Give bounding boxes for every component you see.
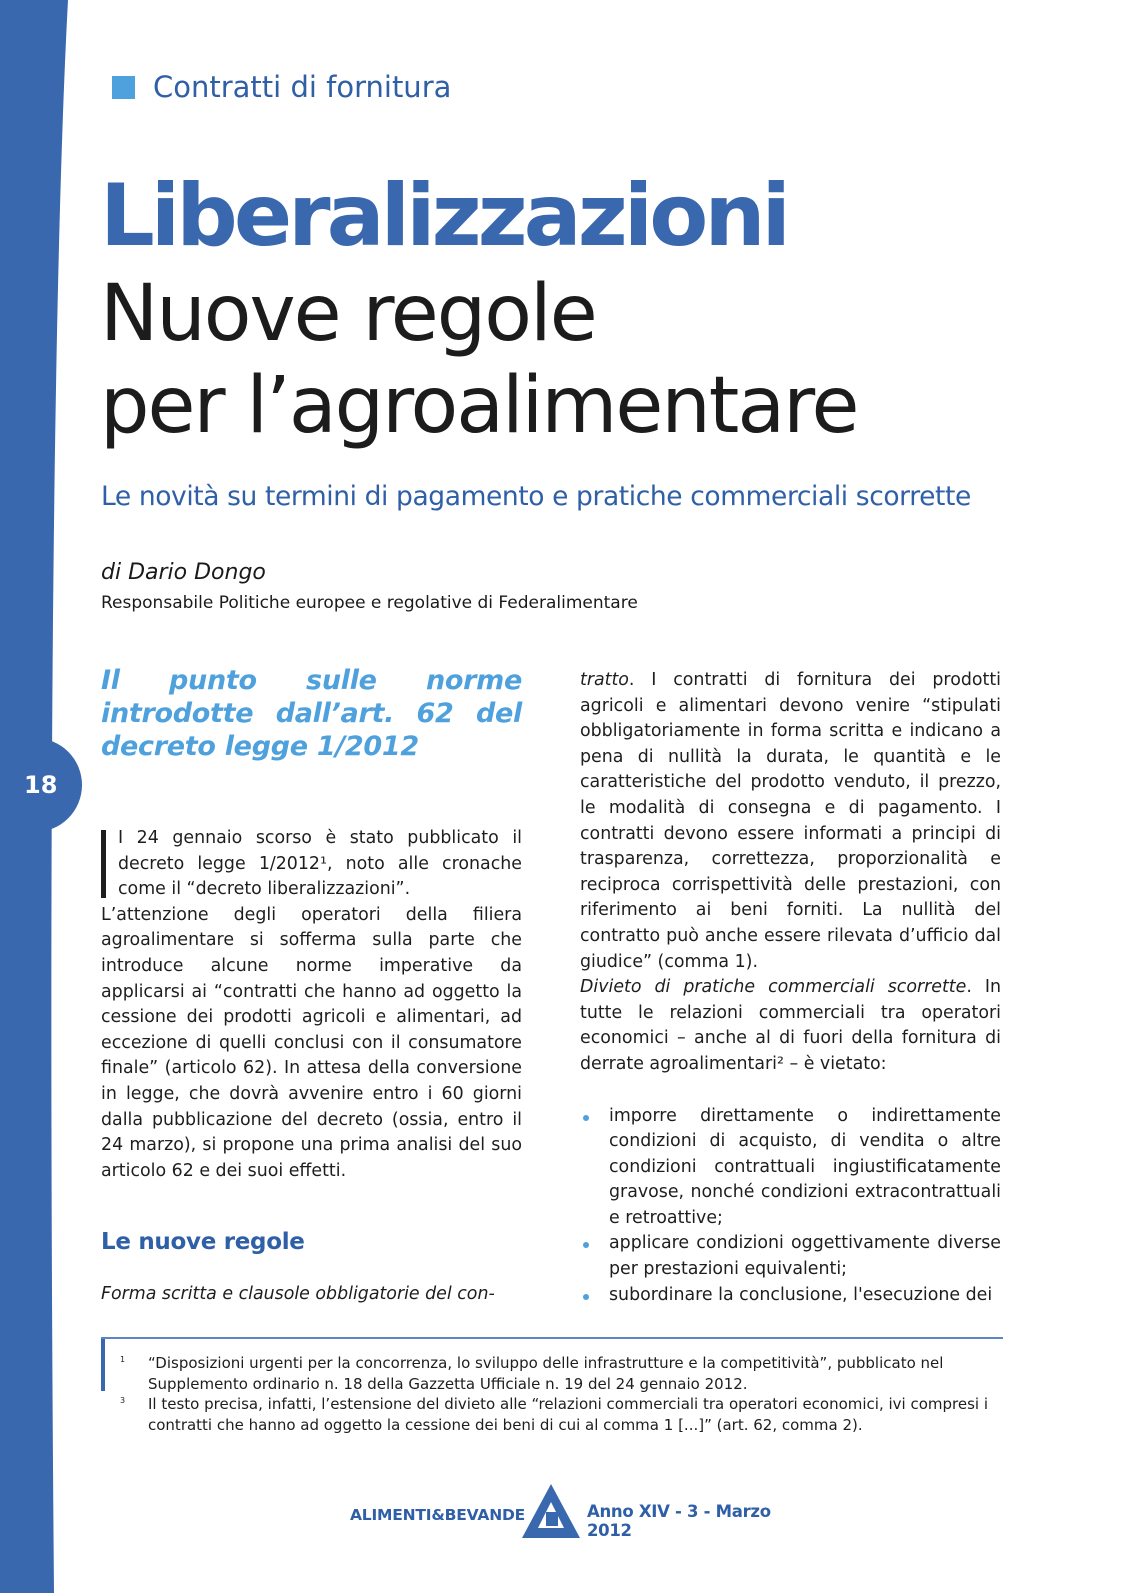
footnote-text: Il testo precisa, infatti, l’estensione del divieto alle “relazioni commerciali tra operatori economici, ivi compresi i contratti che hanno ad oggetto la cessione dei beni di cui al comma 1 [...]” (art. 62, comma 2). <box>148 1395 989 1434</box>
paragraph-text: . In tutte le relazioni commerciali tra operatori economici – anche al di fuori della fornitura di derrate agroalimentari² – è vietato: <box>580 977 1001 1074</box>
ab-triangle-logo <box>520 1482 582 1544</box>
footnote <box>101 1394 1003 1435</box>
footnote-number: 1 <box>120 1355 126 1364</box>
issue-info: Anno XIV - 3 - Marzo 2012 <box>587 1502 771 1540</box>
magazine-name: ALIMENTI&BEVANDE <box>350 1506 526 1524</box>
section-heading: Le nuove regole <box>101 1229 305 1256</box>
drop-cap-bar <box>101 830 106 898</box>
square-bullet-icon <box>112 76 135 99</box>
opening-paragraph <box>101 826 522 903</box>
left-column <box>101 664 522 1308</box>
page-number-tab <box>0 738 82 832</box>
list-item: imporre direttamente o indirettamente condizioni di acquisto, di vendita o altre condizioni contrattuali ingiustificatamente gravose, nonché condizioni extracontrattuali e retroattive; <box>580 1104 1001 1232</box>
footnotes <box>101 1337 1003 1435</box>
page-number: 18 <box>24 771 58 799</box>
subsection-lead: Forma scritta e clausole obbligatorie del con- <box>101 1283 495 1304</box>
footnote-number: 3 <box>120 1396 126 1405</box>
section-label: Contratti di fornitura <box>153 70 452 104</box>
italic-lead: tratto <box>580 670 629 690</box>
article-subtitle: Le novità su termini di pagamento e pratiche commerciali scorrette <box>101 481 971 512</box>
headline-line-2: per l’agroalimentare <box>100 361 858 451</box>
italic-lead: Divieto di pratiche commerciali scorrette <box>580 977 967 998</box>
paragraph-text: . I contratti di fornitura dei prodotti agricoli e alimentari devono venire “stipulati obbligatoriamente in forma scritta e indicano a pena di nullità la durata, le quantità e le caratteristiche del prodotto venduto, il prezzo, le modalità di consegna e di pagamento. I contratti devono essere informati a principi di trasparenza, correttezza, proporzionalità e reciproca corrispettività delle prestazioni, con riferimento ai beni forniti. La nullità del contratto può anche essere rilevata d’ufficio dal giudice” (comma 1). <box>580 670 1001 972</box>
body-paragraph <box>580 975 1001 1077</box>
body-paragraph <box>580 668 1001 975</box>
kicker: Il punto sulle norme introdotte dall’art. 62 del decreto legge 1/2012 <box>101 665 522 762</box>
body-paragraph: L’attenzione degli operatori della filiera agroalimentare si sofferma sulla parte che introduce alcune norme imperative da applicarsi ai “contratti che hanno ad oggetto la cessione dei prodotti agricoli e alimentari, ad eccezione di quelli conclusi con il consumatore finale” (articolo 62). In attesa della conversione in legge, che dovrà avvenire entro i 60 giorni dalla pubblicazione del decreto (ossia, entro il 24 marzo), si propone una prima analisi del suo articolo 62 e dei suoi effetti. <box>101 904 522 1181</box>
author-role: Responsabile Politiche europee e regolative di Federalimentare <box>101 593 638 613</box>
footnote-text: “Disposizioni urgenti per la concorrenza, lo sviluppo delle infrastrutture e la competitività”, pubblicato nel Supplemento ordinario n. 18 della Gazzetta Ufficiale n. 19 del 24 gennaio 2012. <box>148 1354 944 1393</box>
section-header <box>112 70 451 104</box>
headline-line-1: Nuove regole <box>100 269 596 359</box>
headline-sub <box>100 268 857 452</box>
opening-text: I 24 gennaio scorso è stato pubblicato il decreto legge 1/2012¹, noto alle cronache come il “decreto liberalizzazioni”. <box>118 828 522 900</box>
right-column <box>580 668 1001 1308</box>
page-footer <box>350 1482 810 1542</box>
list-item: applicare condizioni oggettivamente diverse per prestazioni equivalenti; <box>580 1231 1001 1282</box>
bullet-list <box>580 1104 1001 1309</box>
headline-main: Liberalizzazioni <box>100 166 788 266</box>
list-item: subordinare la conclusione, l'esecuzione dei <box>580 1283 1001 1309</box>
footnote <box>101 1353 1003 1394</box>
author-name: di Dario Dongo <box>101 560 266 585</box>
